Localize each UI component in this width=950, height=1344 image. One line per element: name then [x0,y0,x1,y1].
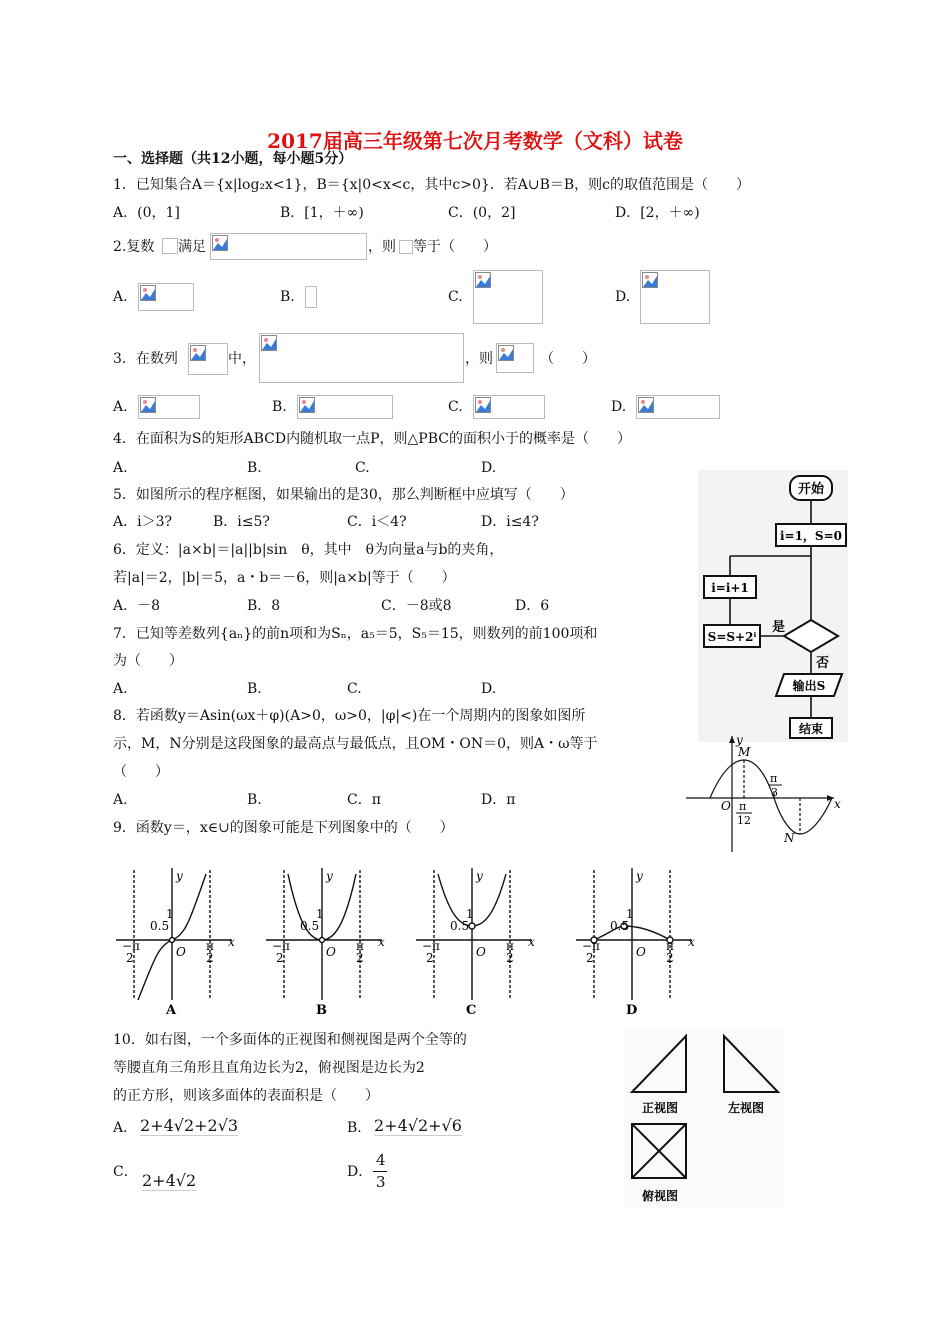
q7-line-2: 为（ ） [113,653,183,669]
q5-option-c: C．i＜4? [347,514,407,530]
graph-2-pi-label: π [506,939,514,953]
q3-option-c: C. [448,399,463,415]
q6-option-a: A．－8 [113,598,161,614]
q2-text-1: 2.复数 [113,239,155,255]
q3-formula-target [496,343,534,373]
sine-origin-label: O [721,799,731,813]
graph-0-half-label: 0.5 [150,919,170,933]
sine-x-label: x [834,797,841,811]
q8-line-1: 8．若函数y＝Asin(ωx＋φ)(A>0，ω>0，|φ|<)在一个周期内的图象如图所 [113,708,586,724]
sine-m-label: M [738,745,751,759]
flow-yes-label: 是 [772,620,786,635]
graph-2-half-label: 0.5 [450,919,470,933]
q2-option-d: D. [615,289,631,305]
q8-option-d: D．π [481,792,516,808]
three-views-figure [624,1028,784,1208]
q10-d-denominator: 3 [376,1173,386,1191]
q6-option-c: C．－8或8 [381,598,452,614]
q2-a-formula [138,283,194,311]
q5-option-a: A．i＞3? [113,514,173,530]
q2-c-formula [473,270,543,324]
q10-c-value: 2+4√2 [142,1171,197,1190]
flow-no-label: 否 [816,656,830,671]
q7-line-1: 7．已知等差数列{aₙ}的前n项和为Sₙ，a₅＝5，S₅＝15，则数列的前100项和 [113,626,598,642]
sine-pi12-num: π [739,800,747,813]
graph-1-origin-point [320,938,325,943]
graph-3-half-label: 0.5 [610,919,630,933]
graph-3-neg-pi-label: −π [582,939,600,953]
flow-end-label: 结束 [798,722,824,736]
graph-0-pi-label: π [206,939,214,953]
broken-image-icon [475,397,491,413]
q7-option-a: A. [113,681,128,697]
q5-stem: 5．如图所示的程序框图，如果输出的是30，那么判断框中应填写（ ） [113,487,574,503]
broken-image-icon [261,335,277,351]
q5-option-b: B．i≤5? [213,514,270,530]
q1-stem: 1．已知集合A＝{x|log₂x<1}，B＝{x|0<x<c，其中c>0}．若A∪B＝B，则c的取值范围是（ ） [113,177,751,193]
q10-line-2: 等腰直角三角形且直角边长为2，俯视图是边长为2 [113,1060,425,1076]
page-title: 2017届高三年级第七次月考数学（文科）试卷 [267,129,683,153]
q4-option-b: B. [247,460,262,476]
q4-option-c: C. [355,460,370,476]
flow-sum-label: S=S+2ⁱ [707,630,757,644]
broken-image-icon [190,345,206,361]
flow-inc-label: i=i+1 [711,581,749,595]
q4-stem: 4．在面积为S的矩形ABCD内随机取一点P，则△PBC的面积小于的概率是（ ） [113,431,631,447]
graph-2-open-point [469,923,475,929]
q6-line-2: 若|a|＝2，|b|＝5，a・b＝－6，则|a×b|等于（ ） [113,570,456,586]
q8-option-a: A. [113,792,128,808]
q2-b-formula [305,286,317,308]
q4-option-a: A. [113,460,128,476]
q10-d-numerator: 4 [376,1151,386,1169]
graph-2-x-label: x [528,935,535,949]
q10-a-value: 2+4√2+2√3 [140,1116,239,1135]
sine-pi3-den: 3 [771,786,778,799]
q6-option-d: D．6 [515,598,550,614]
graph-1-caption: B [316,1003,327,1018]
q3-a-formula [138,395,200,419]
graph-2-neg-two-label: 2 [426,951,434,965]
flow-output-label: 输出S [792,679,826,693]
q10-option-b: B． [347,1120,372,1136]
q3-formula-seq [188,343,228,375]
q7-option-d: D. [481,681,497,697]
graph-1-half-label: 0.5 [300,919,320,933]
graph-3-one-label: 1 [626,907,634,921]
broken-image-icon [212,235,228,251]
q2-option-b: B. [280,289,295,305]
broken-image-icon [498,345,514,361]
graph-3-x-label: x [688,935,695,949]
q6-option-b: B．8 [247,598,281,614]
q8-line-3: （ ） [113,764,169,780]
graph-1-y-label: y [326,869,333,883]
q8-line-2: 示，M，N分别是这段图象的最高点与最低点，且OM・ON＝0，则A・ω等于 [113,736,598,752]
graph-3-two-label: 2 [666,951,674,965]
graph-1-neg-pi-label: −π [272,939,290,953]
q2-formula-condition [210,233,367,260]
q2-text-4: 等于（ ） [413,239,497,255]
graph-2-origin-label: O [476,945,486,959]
graph-1-one-label: 1 [316,907,324,921]
q2-text-3: ，则 [368,239,396,255]
q10-option-a: A． [113,1120,138,1136]
q10-option-d: D． [347,1164,373,1180]
q3-text-4: （ ） [540,351,596,367]
graph-2-two-label: 2 [506,951,514,965]
graph-3-neg-two-label: 2 [586,951,594,965]
q8-option-b: B. [247,792,262,808]
q8-option-c: C．π [347,792,381,808]
graph-2-y-label: y [476,869,483,883]
q6-line-1: 6．定义：|a×b|＝|a||b|sin θ，其中 θ为向量a与b的夹角， [113,542,504,558]
broken-image-icon [642,272,658,288]
q10-d-fraction-bar [373,1171,387,1172]
graph-2-one-label: 1 [466,907,474,921]
q1-option-d: D．[2，＋∞) [615,205,700,221]
graph-1-pi-label: π [356,939,364,953]
flow-init-label: i=1，S=0 [779,529,843,543]
q2-option-a: A. [113,289,128,305]
q7-option-b: B. [247,681,262,697]
graph-0-one-label: 1 [166,907,174,921]
q7-option-c: C. [347,681,362,697]
graph-0-x-label: x [228,935,235,949]
top-view-label: 俯视图 [641,1189,679,1203]
q3-c-formula [473,395,545,419]
graph-1-two-label: 2 [356,951,364,965]
q1-option-b: B．[1，＋∞) [280,205,364,221]
sine-y-label: y [736,733,743,747]
graph-0-neg-pi-label: −π [122,939,140,953]
q3-text-2: 中， [228,351,256,367]
graph-0-two-label: 2 [206,951,214,965]
sine-pi3-num: π [770,772,778,785]
q4-option-d: D. [481,460,497,476]
front-view-label: 正视图 [641,1101,679,1115]
q3-option-b: B. [272,399,287,415]
sine-n-label: N [784,831,795,845]
graph-2-caption: C [466,1003,477,1018]
q10-option-c: C． [113,1164,138,1180]
graph-3-origin-label: O [636,945,646,959]
graph-0-caption: A [166,1003,177,1018]
flowchart-figure [698,470,848,742]
q5-option-d: D．i≤4? [481,514,539,530]
q10-line-3: 的正方形，则该多面体的表面积是（ ） [113,1088,379,1104]
q3-option-a: A. [113,399,128,415]
q3-option-d: D. [611,399,627,415]
sine-pi12-den: 12 [737,814,751,827]
graph-3-y-label: y [636,869,643,883]
q3-b-formula [297,395,393,419]
q1-option-c: C．(0，2] [448,205,516,221]
q1-option-a: A．(0，1] [113,205,180,221]
q2-option-c: C. [448,289,463,305]
q3-d-formula [636,395,720,419]
q2-formula-target [399,240,413,254]
flow-start-label: 开始 [797,482,825,497]
broken-image-icon [140,397,156,413]
q2-d-formula [640,270,710,324]
graph-0-origin-label: O [176,945,186,959]
broken-image-icon [299,397,315,413]
graph-3-caption: D [626,1003,638,1018]
graph-0-origin-point [170,938,175,943]
graph-3-pi-label: π [666,939,674,953]
q3-text-3: ，则 [465,351,493,367]
q10-line-1: 10．如右图，一个多面体的正视图和侧视图是两个全等的 [113,1032,467,1048]
side-view-label: 左视图 [727,1101,765,1115]
broken-image-icon [638,397,654,413]
q2-text-2: 满足 [178,239,206,255]
q9-stem: 9．函数y＝，x∈∪的图象可能是下列图象中的（ ） [113,820,454,836]
q10-b-value: 2+4√2+√6 [374,1116,462,1135]
broken-image-icon [140,285,156,301]
graph-1-x-label: x [378,935,385,949]
section-header: 一、选择题（共12小题，每小题5分） [113,151,353,167]
sine-graph-figure [684,730,844,855]
graph-2-neg-pi-label: −π [422,939,440,953]
graph-1-origin-label: O [326,945,336,959]
q3-text-1: 3．在数列 [113,351,178,367]
graph-0-y-label: y [176,869,183,883]
q3-formula-recurrence [259,333,464,383]
q9-graphs-figure [110,860,720,1020]
graph-1-neg-two-label: 2 [276,951,284,965]
q2-formula-z [162,238,178,254]
graph-0-neg-two-label: 2 [126,951,134,965]
broken-image-icon [475,272,491,288]
